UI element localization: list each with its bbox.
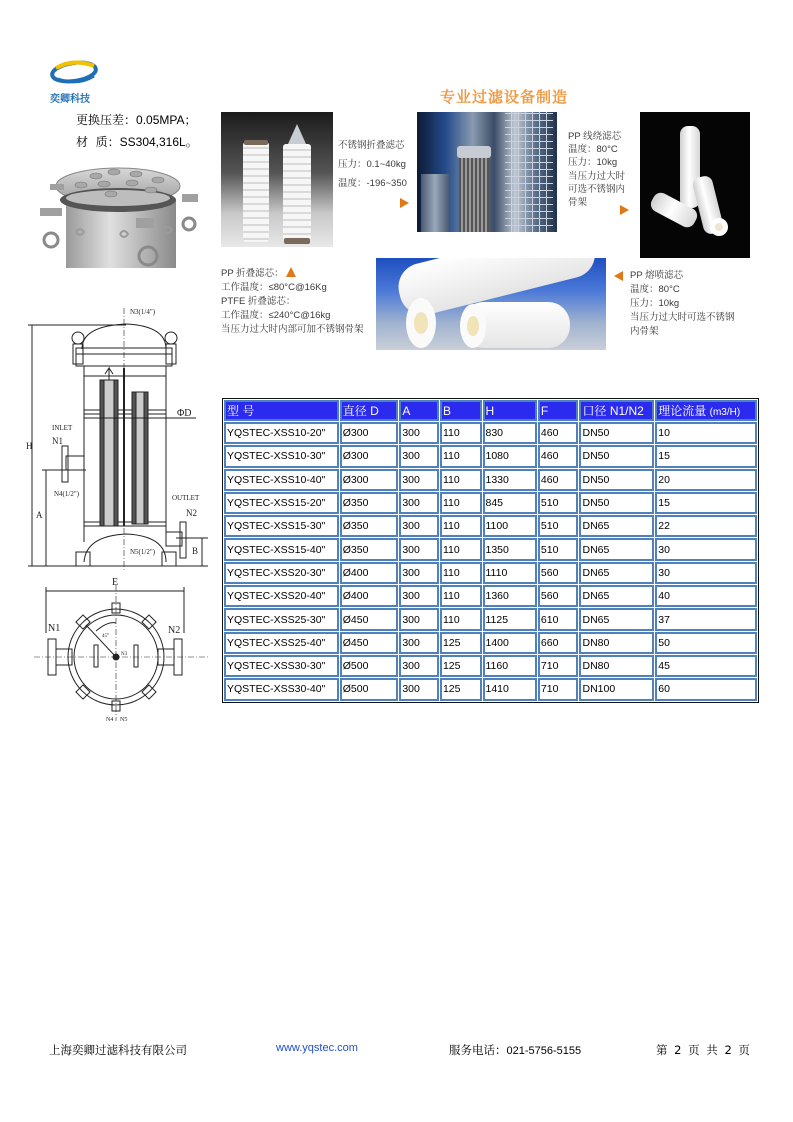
cell-model: YQSTEC-XSS20-40": [224, 585, 339, 607]
caption-line: PP 线绕滤芯: [568, 131, 622, 142]
cell-f: 510: [538, 492, 579, 514]
cell-flow: 20: [655, 469, 757, 491]
cell-diameter: Ø350: [340, 538, 399, 560]
caption-line: PP 熔喷滤芯: [630, 270, 684, 281]
metal-cartridge-small: [421, 174, 449, 232]
label-angle: 45°: [102, 634, 109, 639]
caption-line: 内骨架: [630, 326, 659, 337]
arrow-up-icon: [286, 267, 296, 277]
table-header-row: [224, 400, 757, 421]
spec-label: 材 质：: [76, 135, 120, 149]
col-header-h: H: [483, 400, 537, 421]
photo-pleated-cartridge: [221, 112, 333, 247]
cell-flow: 15: [655, 445, 757, 467]
cell-h: 1160: [483, 655, 537, 677]
metal-cartridge: [459, 152, 489, 232]
cell-a: 300: [399, 562, 439, 584]
cartridge-end: [710, 218, 728, 236]
caption-pp-string-wound: [568, 130, 625, 209]
caption-line: 可选不锈钢内: [568, 183, 626, 195]
table-row: [224, 655, 757, 677]
cell-diameter: Ø450: [340, 608, 399, 630]
cell-f: 710: [538, 655, 579, 677]
photo-melt-blown-cartridge: [376, 258, 606, 350]
phone-label: 服务电话：: [449, 1043, 507, 1057]
cell-h: 830: [483, 422, 537, 444]
side-elevation-drawing: [26, 304, 216, 572]
cell-a: 300: [399, 655, 439, 677]
arrow-right-icon: [620, 205, 629, 215]
caption-line: 温度：80°C: [568, 144, 618, 156]
footer-website-link[interactable]: www.yqstec.com: [276, 1042, 358, 1054]
cell-port: DN50: [579, 422, 654, 444]
col-header-flow: [655, 400, 757, 421]
caption-line: 工作温度：≤240°C@16kg: [221, 310, 331, 321]
flow-unit: (m3/H): [709, 407, 741, 418]
cell-port: DN65: [579, 608, 654, 630]
cell-model: YQSTEC-XSS30-40": [224, 678, 339, 700]
cell-model: YQSTEC-XSS10-30": [224, 445, 339, 467]
label-inlet: INLET: [52, 424, 73, 432]
caption-line: 当压力过大时可选不锈钢: [630, 312, 735, 323]
cell-a: 300: [399, 585, 439, 607]
table-row: [224, 678, 757, 700]
cell-f: 510: [538, 538, 579, 560]
cartridge-tip: [288, 124, 306, 144]
cell-port: DN50: [579, 445, 654, 467]
cartridge-cap: [284, 238, 310, 244]
metal-cap: [457, 146, 491, 158]
photo-string-wound-cartridge: [640, 112, 750, 258]
cell-port: DN80: [579, 655, 654, 677]
page-heading: 专业过滤设备制造: [440, 88, 569, 106]
cell-model: YQSTEC-XSS20-30": [224, 562, 339, 584]
cell-port: DN65: [579, 515, 654, 537]
cell-diameter: Ø500: [340, 655, 399, 677]
cell-b: 110: [440, 585, 482, 607]
cell-h: 1410: [483, 678, 537, 700]
caption-line: 不锈钢折叠滤芯: [338, 140, 405, 151]
cell-a: 300: [399, 469, 439, 491]
cell-a: 300: [399, 678, 439, 700]
col-header-port: 口径 N1/N2: [579, 400, 654, 421]
caption-line: 温度：-196~350: [338, 178, 407, 189]
cell-flow: 40: [655, 585, 757, 607]
cell-h: 1125: [483, 608, 537, 630]
cell-h: 1360: [483, 585, 537, 607]
cell-diameter: Ø450: [340, 632, 399, 654]
table-row: [224, 632, 757, 654]
caption-line: 当压力过大时内部可加不锈钢骨架: [221, 324, 364, 335]
spec-pressure-diff: [76, 111, 197, 128]
caption-line: [221, 267, 364, 281]
caption-line: 压力：10kg: [568, 157, 618, 169]
photo-metal-mesh-cartridge: [417, 112, 557, 232]
cell-diameter: Ø300: [340, 422, 399, 444]
cell-a: 300: [399, 422, 439, 444]
caption-line: 骨架: [568, 197, 588, 209]
label-n1: N1: [52, 436, 63, 446]
label-phi-d: ΦD: [177, 408, 192, 419]
spec-value: SS304,316L。: [119, 135, 198, 149]
cell-f: 510: [538, 515, 579, 537]
roll-hole: [467, 316, 479, 336]
cell-diameter: Ø500: [340, 678, 399, 700]
cell-diameter: Ø350: [340, 515, 399, 537]
label-h: H: [26, 441, 33, 451]
mesh-cartridge: [505, 112, 553, 232]
cell-h: 1110: [483, 562, 537, 584]
cell-model: YQSTEC-XSS10-40": [224, 469, 339, 491]
cell-flow: 15: [655, 492, 757, 514]
cell-h: 1100: [483, 515, 537, 537]
caption-line: 当压力过大时: [568, 170, 626, 182]
cell-b: 110: [440, 562, 482, 584]
cell-h: 1400: [483, 632, 537, 654]
table-row: [224, 445, 757, 467]
label-e: E: [112, 577, 119, 588]
cell-model: YQSTEC-XSS30-30": [224, 655, 339, 677]
spec-label: 更换压差：: [76, 113, 137, 127]
cell-a: 300: [399, 445, 439, 467]
arrow-right-icon: [400, 198, 409, 208]
cell-diameter: Ø300: [340, 445, 399, 467]
caption-line: 压力：0.1~40kg: [338, 159, 406, 170]
flow-label: 理论流量: [658, 404, 707, 418]
col-header-a: A: [399, 400, 439, 421]
spec-material: [76, 133, 198, 150]
table-row: [224, 585, 757, 607]
cell-b: 110: [440, 608, 482, 630]
roll-hole: [414, 312, 428, 334]
cell-port: DN80: [579, 632, 654, 654]
caption-title: PP 折叠滤芯：: [221, 268, 284, 279]
spec-value: 0.05MPA；: [136, 113, 197, 127]
col-header-model: 型 号: [224, 400, 339, 421]
cell-flow: 50: [655, 632, 757, 654]
footer-phone: [449, 1042, 581, 1058]
cartridge-short: [243, 142, 269, 242]
cartridge-tall: [283, 144, 311, 240]
cell-h: 1330: [483, 469, 537, 491]
top-view-drawing: [34, 573, 209, 723]
cell-b: 110: [440, 445, 482, 467]
caption-line: 压力：10kg: [630, 298, 680, 309]
label-a: A: [36, 510, 43, 520]
cell-flow: 30: [655, 562, 757, 584]
model-spec-table: [222, 398, 759, 703]
cell-b: 125: [440, 655, 482, 677]
cell-model: YQSTEC-XSS25-40": [224, 632, 339, 654]
label-n4: N4(1/2"): [54, 490, 80, 498]
cell-a: 300: [399, 492, 439, 514]
cell-flow: 60: [655, 678, 757, 700]
page-number: 第 2 页 共 2 页: [656, 1043, 752, 1057]
label-n3: N3(1/4"): [130, 308, 156, 316]
table-row: [224, 608, 757, 630]
col-header-diameter: 直径 D: [340, 400, 399, 421]
cell-f: 710: [538, 678, 579, 700]
table-row: [224, 422, 757, 444]
filter-housing-photo: [36, 152, 202, 268]
cell-diameter: Ø400: [340, 562, 399, 584]
cell-flow: 30: [655, 538, 757, 560]
cell-flow: 37: [655, 608, 757, 630]
cell-a: 300: [399, 608, 439, 630]
label-top-n4: N4: [106, 717, 114, 723]
cell-port: DN50: [579, 469, 654, 491]
cell-a: 300: [399, 632, 439, 654]
caption-stainless-pleated: [338, 136, 407, 193]
caption-pp-melt-blown: [630, 269, 735, 339]
cell-flow: 45: [655, 655, 757, 677]
cell-port: DN65: [579, 585, 654, 607]
caption-pp-pleated: [221, 267, 364, 337]
cell-model: YQSTEC-XSS15-30": [224, 515, 339, 537]
cell-b: 110: [440, 515, 482, 537]
cell-f: 460: [538, 422, 579, 444]
cell-f: 560: [538, 562, 579, 584]
table-row: [224, 469, 757, 491]
cell-a: 300: [399, 538, 439, 560]
cell-port: DN65: [579, 562, 654, 584]
cell-b: 110: [440, 422, 482, 444]
table-row: [224, 562, 757, 584]
cell-b: 125: [440, 632, 482, 654]
cell-f: 560: [538, 585, 579, 607]
cell-b: 125: [440, 678, 482, 700]
cell-model: YQSTEC-XSS10-20": [224, 422, 339, 444]
cell-diameter: Ø350: [340, 492, 399, 514]
table-row: [224, 538, 757, 560]
logo-text: 奕卿科技: [50, 94, 90, 105]
label-outlet: OUTLET: [172, 494, 200, 502]
cell-f: 460: [538, 445, 579, 467]
table-row: [224, 492, 757, 514]
col-header-f: F: [538, 400, 579, 421]
label-top-n5: N5: [120, 717, 128, 723]
label-top-n1: N1: [48, 623, 61, 634]
label-n5: N5(1/2"): [130, 548, 156, 556]
cell-h: 845: [483, 492, 537, 514]
label-b: B: [192, 546, 199, 556]
cell-h: 1350: [483, 538, 537, 560]
col-header-b: B: [440, 400, 482, 421]
cell-f: 460: [538, 469, 579, 491]
cell-flow: 22: [655, 515, 757, 537]
caption-line: 工作温度：≤80°C@16Kg: [221, 282, 327, 293]
cell-b: 110: [440, 469, 482, 491]
cell-f: 660: [538, 632, 579, 654]
footer-company: 上海奕卿过滤科技有限公司: [49, 1043, 187, 1057]
cell-port: DN50: [579, 492, 654, 514]
caption-line: 温度：80°C: [630, 284, 680, 295]
cell-b: 110: [440, 538, 482, 560]
arrow-left-icon: [614, 271, 623, 281]
cell-flow: 10: [655, 422, 757, 444]
cell-a: 300: [399, 515, 439, 537]
cell-model: YQSTEC-XSS15-20": [224, 492, 339, 514]
label-n2: N2: [186, 508, 197, 518]
label-top-n2: N2: [168, 625, 181, 636]
cell-port: DN65: [579, 538, 654, 560]
label-top-n3: N3: [121, 652, 128, 657]
cell-port: DN100: [579, 678, 654, 700]
caption-line: PTFE 折叠滤芯：: [221, 296, 296, 307]
cell-model: YQSTEC-XSS25-30": [224, 608, 339, 630]
cell-model: YQSTEC-XSS15-40": [224, 538, 339, 560]
cell-h: 1080: [483, 445, 537, 467]
cartridge-cap: [244, 140, 268, 145]
cell-diameter: Ø400: [340, 585, 399, 607]
table-row: [224, 515, 757, 537]
phone-number: 021-5756-5155: [506, 1045, 582, 1057]
cell-b: 110: [440, 492, 482, 514]
cell-diameter: Ø300: [340, 469, 399, 491]
cell-f: 610: [538, 608, 579, 630]
